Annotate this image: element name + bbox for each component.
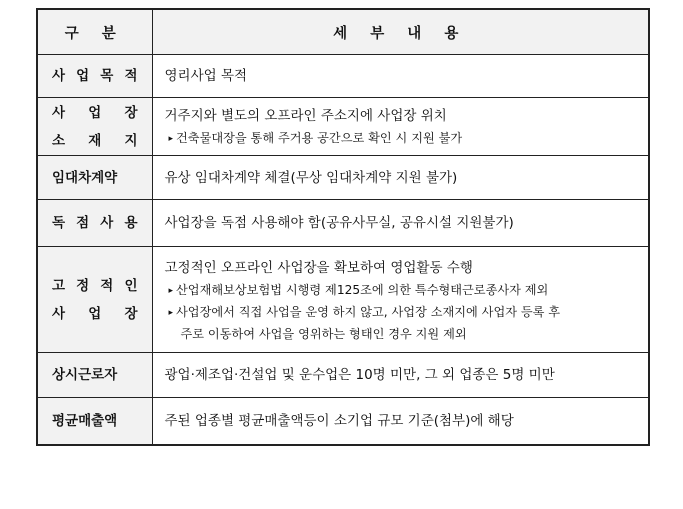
- row-main-text: 고정적인 오프라인 사업장을 확보하여 영업활동 수행: [164, 259, 473, 276]
- row-label: [37, 398, 152, 445]
- row-label: [37, 247, 152, 353]
- row-label-line: 소 재 지: [52, 132, 138, 149]
- row-label: [37, 156, 152, 200]
- table-row: [37, 353, 649, 398]
- row-description: [152, 98, 649, 156]
- row-label: [37, 200, 152, 247]
- row-main-text: 영리사업 목적: [164, 68, 248, 84]
- row-label: [37, 98, 152, 156]
- requirements-table: [36, 8, 650, 446]
- row-description: [152, 200, 649, 247]
- row-main-text: 사업장을 독점 사용해야 함(공유사무실, 공유시설 지원불가): [164, 215, 514, 231]
- row-main-text: 거주지와 별도의 오프라인 주소지에 사업장 위치: [164, 107, 447, 124]
- row-description: [152, 156, 649, 200]
- row-label-line: 사 업 장: [52, 104, 138, 121]
- bullet-triangle-icon: ▸: [168, 307, 174, 318]
- row-label: [37, 353, 152, 398]
- header-details: 세 부 내 용: [152, 9, 649, 55]
- table-row: [37, 398, 649, 445]
- table-row: [37, 200, 649, 247]
- header-row: [37, 9, 649, 55]
- row-label-line: 사 업 장: [52, 305, 138, 322]
- row-note-text: 사업장에서 직접 사업을 운영 하지 않고, 사업장 소재지에 사업자 등록 후: [176, 304, 561, 319]
- row-description: [152, 398, 649, 445]
- row-main-text: 주된 업종별 평균매출액등이 소기업 규모 기준(첨부)에 해당: [164, 412, 514, 429]
- row-label-line: 독 점 사 용: [52, 215, 138, 231]
- row-label-line: 평균매출액: [52, 412, 118, 429]
- row-note-continuation: 주로 이동하여 사업을 영위하는 형태인 경우 지원 제외: [180, 326, 467, 341]
- row-label-line: 임대차계약: [52, 169, 118, 186]
- row-label-line: 사 업 목 적: [52, 68, 138, 84]
- row-label-line: 상시근로자: [52, 367, 118, 383]
- table-row: [37, 55, 649, 98]
- row-label: [37, 55, 152, 98]
- bullet-triangle-icon: ▸: [168, 133, 174, 144]
- row-description: [152, 353, 649, 398]
- table-row: [37, 156, 649, 200]
- row-main-text: 광업·제조업·건설업 및 운수업은 10명 미만, 그 외 업종은 5명 미만: [164, 367, 555, 383]
- row-note-text: 건축물대장을 통해 주거용 공간으로 확인 시 지원 불가: [176, 130, 463, 145]
- row-note-text: 산업재해보상보험법 시행령 제125조에 의한 특수형태근로종사자 제외: [176, 282, 549, 297]
- table-row: [37, 247, 649, 353]
- table-row: [37, 98, 649, 156]
- row-note: [165, 302, 649, 324]
- row-label-line: 고 정 적 인: [52, 277, 138, 294]
- header-category: 구 분: [37, 9, 152, 55]
- row-note: [165, 280, 649, 302]
- row-note: [165, 128, 649, 150]
- row-main-text: 유상 임대차계약 체결(무상 임대차계약 지원 불가): [164, 169, 458, 186]
- row-description: [152, 247, 649, 353]
- bullet-triangle-icon: ▸: [168, 285, 174, 296]
- row-description: [152, 55, 649, 98]
